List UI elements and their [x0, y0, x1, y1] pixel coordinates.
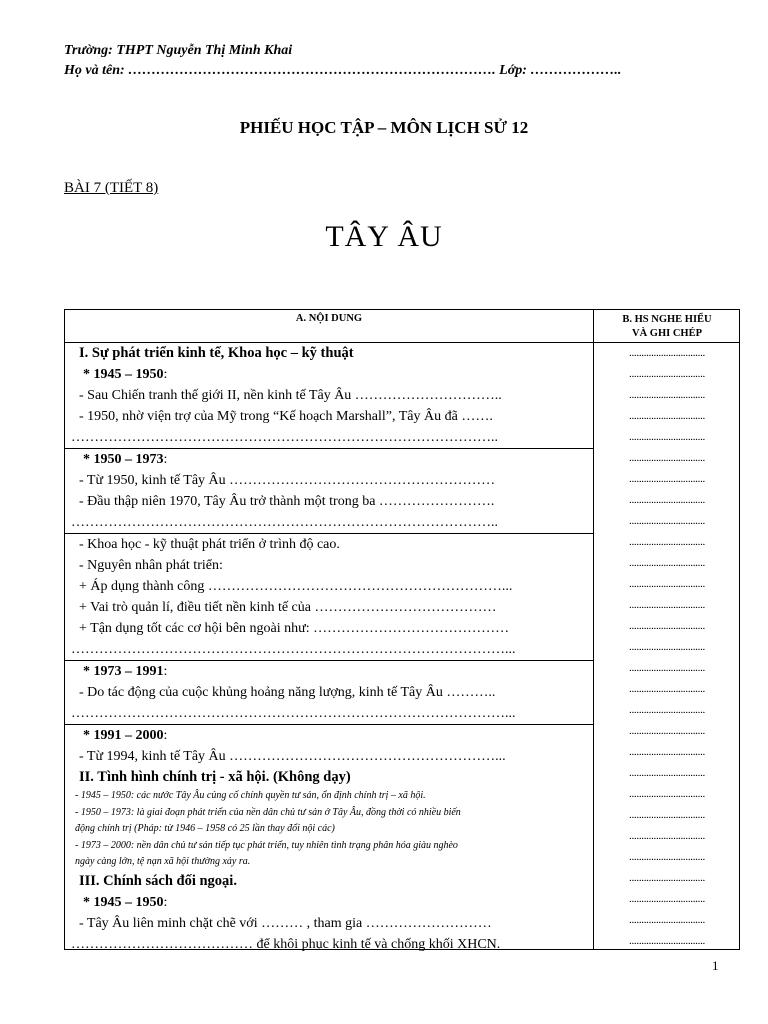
- period-colon: :: [163, 452, 168, 467]
- worksheet-title: PHIẾU HỌC TẬP – MÔN LỊCH SỬ 12: [239, 118, 529, 137]
- content-row: - Khoa học - kỹ thuật phát triển ở trình độ cao.: [79, 537, 340, 552]
- column-header-notes-line2: VÀ GHI CHÉP: [631, 328, 702, 339]
- content-row: - 1950, nhờ viện trợ của Mỹ trong “Kế hoạch Marshall”, Tây Âu đã …….: [79, 409, 493, 424]
- note-dotted-line: ...............................: [629, 893, 705, 905]
- column-header-content: A. NỘI DUNG: [295, 313, 363, 324]
- note-dotted-line: ...............................: [629, 473, 705, 485]
- period-label: * 1991 – 2000: [83, 728, 164, 743]
- content-row: I. Sự phát triển kinh tế, Khoa học – kỹ thuật: [79, 345, 354, 361]
- note-dotted-line: ...............................: [629, 431, 705, 443]
- content-column: [65, 343, 593, 955]
- worksheet-table: [64, 309, 740, 950]
- content-row: - Từ 1994, kinh tế Tây Âu …………………………………………………...: [79, 749, 506, 764]
- period-colon: :: [163, 728, 168, 743]
- note-dotted-line: ...............................: [629, 872, 705, 884]
- content-row: [65, 892, 593, 913]
- note-line: - 1950 – 1973: là giai đoạn phát triển của nền dân chủ tư sản ở Tây Âu, đồng thời có nhiều biến: [75, 806, 461, 818]
- note-dotted-line: ...............................: [629, 578, 705, 590]
- content-row: [65, 725, 593, 746]
- note-dotted-line: ...............................: [629, 851, 705, 863]
- content-row: [65, 364, 593, 385]
- note-dotted-line: ...............................: [629, 914, 705, 926]
- content-row: …………………………………………………………………………………...: [65, 639, 593, 661]
- period-colon: :: [163, 894, 168, 910]
- notes-column: [594, 343, 740, 952]
- period-colon: :: [163, 367, 168, 382]
- content-row: + Áp dụng thành công ………………………………………………………...: [79, 579, 513, 594]
- note-dotted-line: ...............................: [629, 410, 705, 422]
- note-dotted-line: ...............................: [629, 683, 705, 695]
- page-number: 1: [712, 958, 719, 973]
- period-label: * 1950 – 1973: [83, 452, 164, 467]
- content-row: - Từ 1950, kinh tế Tây Âu …………………………………………………: [79, 473, 496, 488]
- content-row: II. Tình hình chính trị - xã hội. (Không dạy): [79, 769, 351, 785]
- note-dotted-line: ...............................: [629, 662, 705, 674]
- note-line: - 1973 – 2000: nền dân chủ tư sản tiếp tục phát triển, tuy nhiên tình trạng phân hóa giàu nghèo: [75, 839, 458, 851]
- note-line: động chính trị (Pháp: từ 1946 – 1958 có 25 lần thay đổi nội các): [75, 823, 335, 834]
- note-dotted-line: ...............................: [629, 935, 705, 947]
- note-dotted-line: ...............................: [629, 494, 705, 506]
- content-row: - Tây Âu liên minh chặt chẽ với ……… , tham gia ………………………: [79, 915, 492, 931]
- note-dotted-line: ...............................: [629, 347, 705, 359]
- content-row: + Tận dụng tốt các cơ hội bên ngoài như: ……………………………………: [79, 621, 510, 636]
- period-label: * 1945 – 1950: [83, 367, 164, 382]
- note-dotted-line: ...............................: [629, 599, 705, 611]
- note-dotted-line: ...............................: [629, 620, 705, 632]
- note-dotted-line: ...............................: [629, 641, 705, 653]
- note-dotted-line: ...............................: [629, 830, 705, 842]
- period-label: * 1973 – 1991: [83, 664, 164, 679]
- content-row: …………………………………………………………………………………...: [65, 703, 593, 725]
- note-dotted-line: ...............................: [629, 515, 705, 527]
- note-line: - 1945 – 1950: các nước Tây Âu củng cố chính quyền tư sản, ổn định chính trị – xã hội.: [75, 790, 426, 801]
- lesson-label: BÀI 7 (TIẾT 8): [64, 180, 159, 196]
- content-row: ………………………………………………………………………………..: [65, 512, 593, 534]
- content-row: ………………………………………………………………………………..: [65, 427, 593, 449]
- note-dotted-line: ...............................: [629, 704, 705, 716]
- column-header-notes-line1: B. HS NGHE HIỂU: [622, 314, 712, 325]
- content-row: - Đầu thập niên 1970, Tây Âu trở thành một trong ba …………………….: [79, 494, 495, 509]
- note-dotted-line: ...............................: [629, 746, 705, 758]
- note-dotted-line: ...............................: [629, 788, 705, 800]
- note-dotted-line: ...............................: [629, 557, 705, 569]
- note-dotted-line: ...............................: [629, 389, 705, 401]
- content-row: [65, 449, 593, 470]
- content-row: ………………………………… để khôi phục kinh tế và chống khối XHCN.: [71, 936, 501, 952]
- content-row: + Vai trò quản lí, điều tiết nền kinh tế của …………………………………: [79, 600, 497, 615]
- note-dotted-line: ...............................: [629, 452, 705, 464]
- period-label: * 1945 – 1950: [83, 894, 164, 910]
- note-dotted-line: ...............................: [629, 809, 705, 821]
- note-dotted-line: ...............................: [629, 368, 705, 380]
- content-row: - Nguyên nhân phát triển:: [79, 558, 223, 573]
- note-dotted-line: ...............................: [629, 767, 705, 779]
- student-name-line: Họ và tên: ……………………………………………………………………. Lớp: ………………..: [64, 63, 622, 78]
- content-row: - Do tác động của cuộc khủng hoảng năng lượng, kinh tế Tây Âu ………..: [79, 685, 496, 700]
- period-colon: :: [163, 664, 168, 679]
- column-header-notes: [594, 313, 740, 341]
- content-row: [65, 661, 593, 682]
- content-row: - Sau Chiến tranh thế giới II, nền kinh tế Tây Âu …………………………..: [79, 388, 502, 403]
- topic-title: TÂY ÂU: [325, 220, 443, 253]
- school-name: Trường: THPT Nguyễn Thị Minh Khai: [64, 43, 293, 58]
- note-dotted-line: ...............................: [629, 536, 705, 548]
- note-dotted-line: ...............................: [629, 725, 705, 737]
- note-line: ngày càng lớn, tệ nạn xã hội thường xảy ra.: [75, 856, 251, 867]
- content-row: III. Chính sách đối ngoại.: [79, 872, 237, 889]
